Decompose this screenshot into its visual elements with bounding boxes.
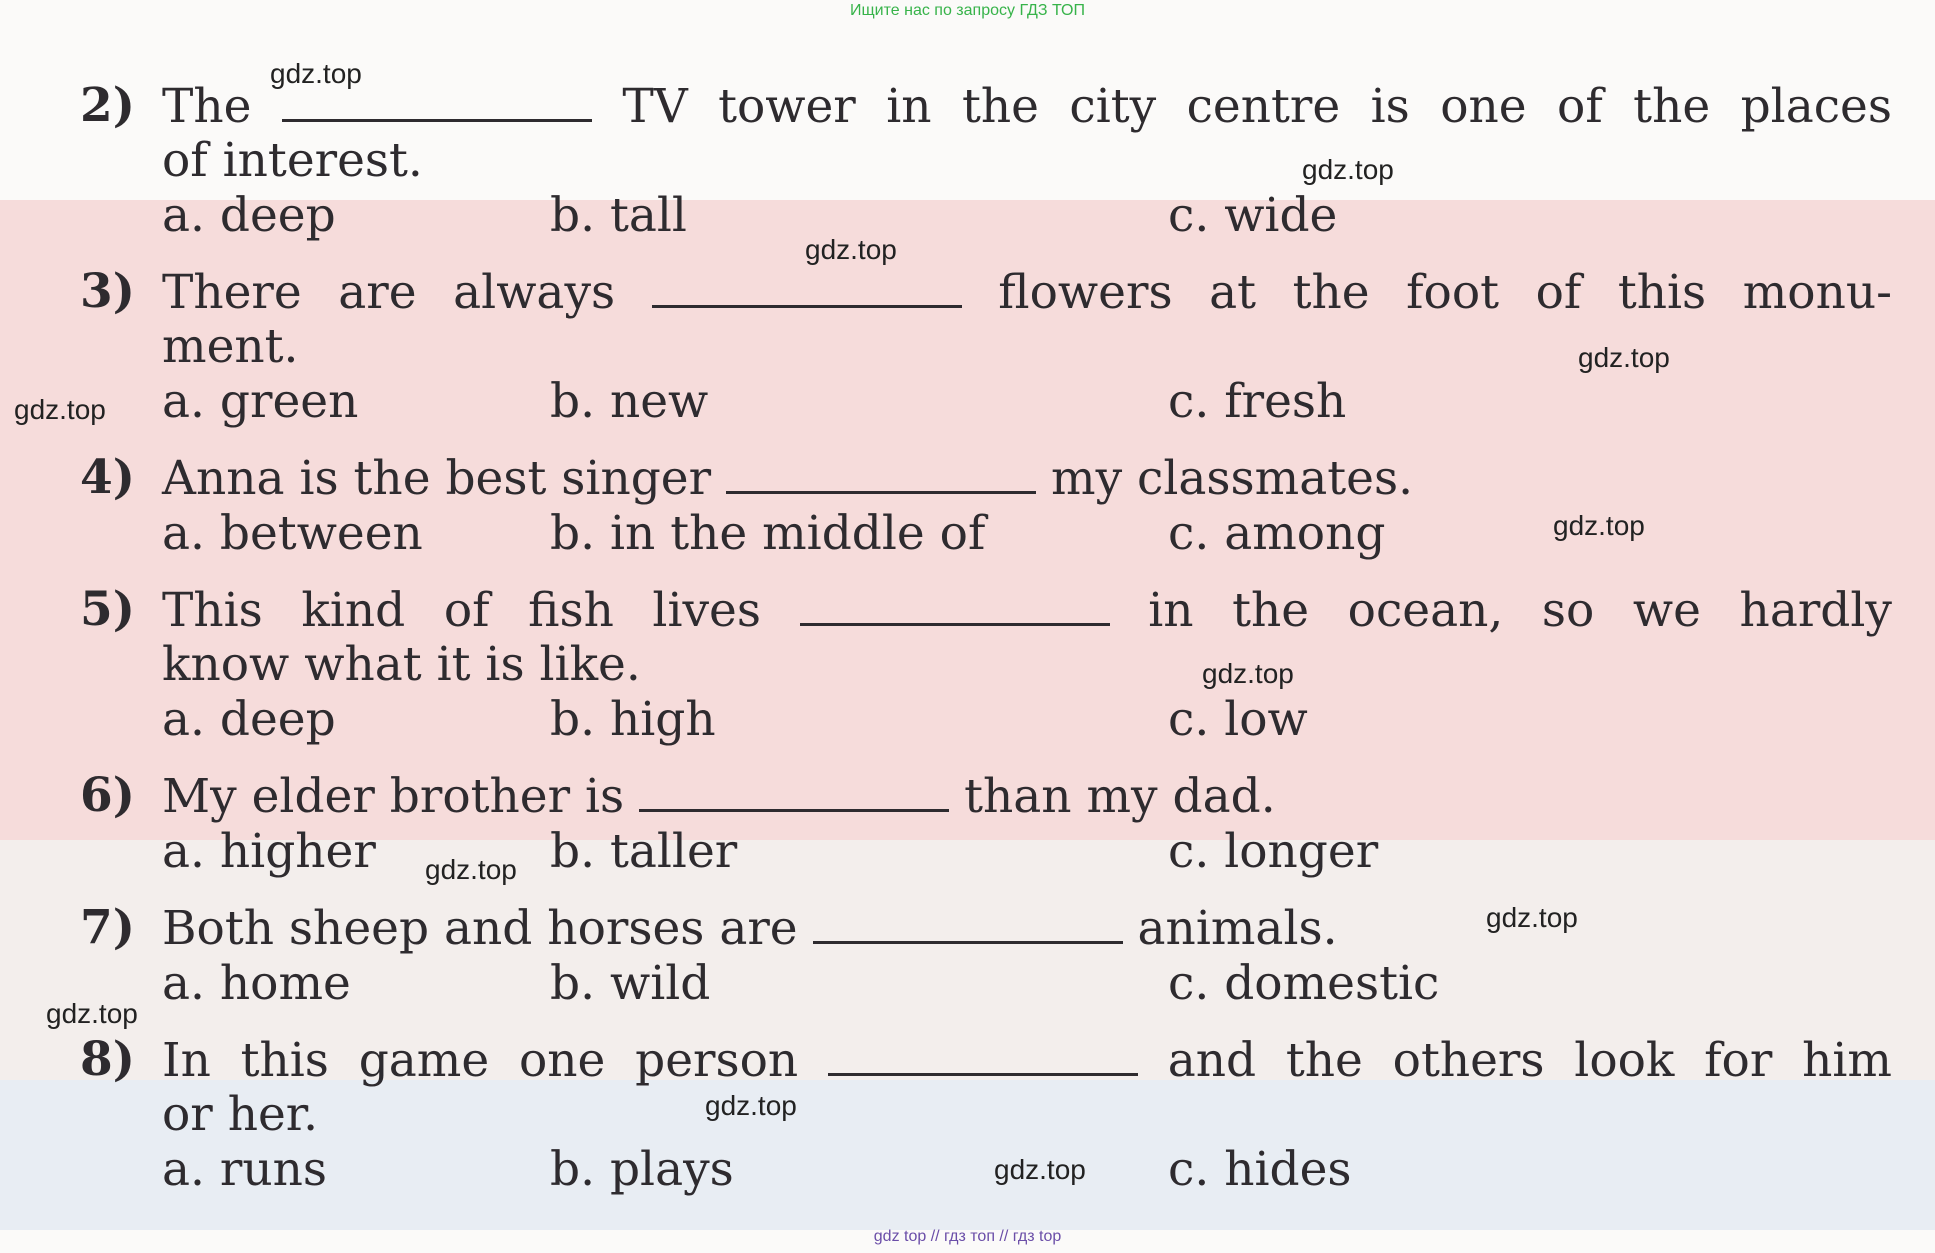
question-text: There are always flowers at the foot of this monu-	[162, 265, 1892, 320]
question-text-continued: or her.	[162, 1087, 319, 1142]
option-a: a. home	[162, 956, 351, 1011]
watermark: gdz.top	[1302, 154, 1394, 185]
question-text-continued: know what it is like.	[162, 637, 641, 692]
question-number: 2)	[80, 78, 135, 133]
option-b: b. plays	[550, 1142, 734, 1197]
question-text: Both sheep and horses are animals.	[162, 901, 1338, 956]
watermark: gdz.top	[425, 854, 517, 885]
option-a: a. between	[162, 506, 423, 561]
question-text: The TV tower in the city centre is one of the places	[162, 79, 1892, 134]
watermark: gdz.top	[1578, 342, 1670, 373]
question-number: 6)	[80, 768, 135, 823]
question-number: 5)	[80, 582, 135, 637]
option-c: c. among	[1168, 506, 1386, 561]
question-number: 8)	[80, 1032, 135, 1087]
search-banner[interactable]: Ищите нас по запросу ГДЗ ТОП	[850, 2, 1085, 19]
answer-blank	[726, 455, 1036, 494]
option-b: b. new	[550, 374, 709, 429]
option-b: b. wild	[550, 956, 711, 1011]
answer-blank	[813, 905, 1123, 944]
answer-blank	[639, 773, 949, 812]
option-a: a. green	[162, 374, 359, 429]
watermark: gdz.top	[1202, 658, 1294, 689]
question-number: 4)	[80, 450, 135, 505]
option-b: b. taller	[550, 824, 738, 879]
question-text: In this game one person and the others look for him	[162, 1033, 1892, 1088]
answer-blank	[800, 587, 1110, 626]
question-text: Anna is the best singer my classmates.	[162, 451, 1414, 506]
option-c: c. low	[1168, 692, 1308, 747]
option-c: c. hides	[1168, 1142, 1352, 1197]
option-c: c. longer	[1168, 824, 1379, 879]
option-b: b. in the middle of	[550, 506, 986, 561]
question-text-continued: of interest.	[162, 133, 423, 188]
question-text-continued: ment.	[162, 319, 299, 374]
option-a: a. higher	[162, 824, 376, 879]
watermark: gdz.top	[46, 998, 138, 1029]
watermark: gdz.top	[705, 1090, 797, 1121]
question-text: This kind of fish lives in the ocean, so we hardly	[162, 583, 1892, 638]
option-a: a. deep	[162, 188, 336, 243]
option-c: c. fresh	[1168, 374, 1347, 429]
question-text: My elder brother is than my dad.	[162, 769, 1276, 824]
question-number: 7)	[80, 900, 135, 955]
watermark: gdz.top	[14, 394, 106, 425]
option-c: c. wide	[1168, 188, 1338, 243]
footer-links[interactable]: gdz top // гдз топ // гдз top	[873, 1228, 1062, 1245]
option-a: a. deep	[162, 692, 336, 747]
watermark: gdz.top	[994, 1154, 1086, 1185]
watermark: gdz.top	[805, 234, 897, 265]
option-b: b. tall	[550, 188, 687, 243]
option-a: a. runs	[162, 1142, 328, 1197]
option-b: b. high	[550, 692, 716, 747]
answer-blank	[652, 269, 962, 308]
watermark: gdz.top	[270, 58, 362, 89]
watermark: gdz.top	[1486, 902, 1578, 933]
option-c: c. domestic	[1168, 956, 1440, 1011]
watermark: gdz.top	[1553, 510, 1645, 541]
answer-blank	[828, 1037, 1138, 1076]
question-number: 3)	[80, 264, 135, 319]
